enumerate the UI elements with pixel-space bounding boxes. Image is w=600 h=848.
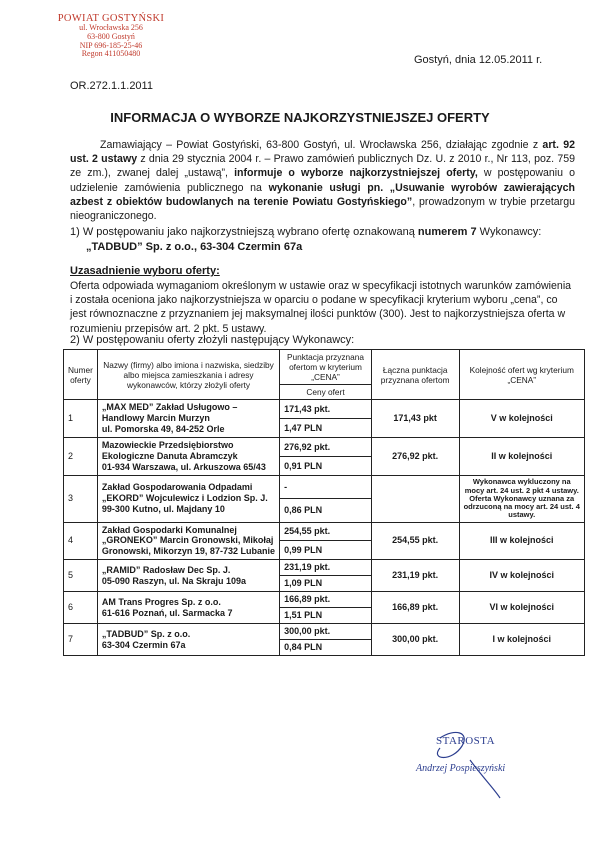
- signature-title: STAROSTA: [436, 735, 496, 747]
- stamp-name: POWIAT GOSTYŃSKI: [57, 13, 165, 24]
- contractor-line: Zakład Gospodarowania Odpadami: [101, 482, 253, 493]
- cell-points: 171,43 pkt.: [280, 400, 372, 419]
- point-1-text: 1) W postępowaniu jako najkorzystniejszą wybrano ofertę oznakowaną: [70, 226, 418, 238]
- cell-num: 1: [64, 400, 98, 438]
- intro-text-4: , prowadzonym w trybie przetargu nieograniczonego.: [70, 195, 575, 222]
- cell-total: [371, 476, 459, 522]
- cell-price: 1,09 PLN: [280, 576, 372, 592]
- cell-contractor: [97, 438, 279, 476]
- cell-total: 171,43 pkt: [371, 400, 459, 438]
- issuer-stamp: [52, 13, 170, 59]
- contractor-line: 63-304 Czermin 67a: [101, 639, 186, 650]
- cell-price: 0,91 PLN: [280, 457, 372, 476]
- cell-contractor: [97, 624, 279, 656]
- place-date: Gostyń, dnia 12.05.2011 r.: [414, 54, 543, 66]
- intro-paragraph: [70, 138, 575, 223]
- contractor-line: 01-934 Warszawa, ul. Arkuszowa 65/43: [101, 462, 266, 473]
- table-header-row: [64, 350, 585, 385]
- header-price: Ceny ofert: [280, 385, 372, 400]
- contractor-line: 05-090 Raszyn, ul. Na Skraju 109a: [101, 575, 246, 586]
- cell-total: 300,00 pkt.: [371, 624, 459, 656]
- cell-contractor: [97, 592, 279, 624]
- contractor-line: ul. Pomorska 49, 84-252 Orle: [101, 424, 225, 435]
- cell-rank: IV w kolejności: [459, 560, 585, 592]
- justification-heading: Uzasadnienie wyboru oferty:: [70, 265, 220, 277]
- contractor-line: 99-300 Kutno, ul. Majdany 10: [101, 504, 225, 515]
- cell-points: 254,55 pkt.: [280, 522, 372, 541]
- signature-scribble: [400, 720, 520, 800]
- stamp-nip: NIP 696-185-25-46: [79, 40, 143, 50]
- table-row: [64, 624, 585, 640]
- header-points-criterion: Punktacja przyznana ofertom w kryterium „CENA”: [280, 350, 372, 385]
- intro-bold-3: wykonanie usługi pn. „Usuwanie wyrobów zawierających azbest z obiektów budowlanych na terenie Powiatu Gostyńskiego”: [70, 181, 576, 208]
- header-rank: Kolejność ofert wg kryterium „CENA”: [459, 350, 585, 400]
- cell-num: 4: [64, 522, 98, 560]
- stamp-regon: Regon 411050480: [81, 49, 141, 59]
- header-num: Numer oferty: [64, 350, 98, 400]
- contractor-line: „RAMID” Radosław Dec Sp. J.: [101, 564, 231, 575]
- point-1-bold: numerem 7: [417, 226, 477, 238]
- table-row: [64, 476, 585, 499]
- intro-text-3: w postępowaniu o udzielenie zamówienia publicznego na: [70, 167, 575, 194]
- cell-points: 276,92 pkt.: [280, 438, 372, 457]
- cell-points: 231,19 pkt.: [280, 560, 372, 576]
- cell-num: 6: [64, 592, 98, 624]
- cell-contractor: [97, 400, 279, 438]
- table-row: [64, 522, 585, 541]
- intro-text-2: z dnia 29 stycznia 2004 r. – Prawo zamówień publicznych Dz. U. z 2010 r., Nr 113, poz. 759 ze zm.), zwanej dalej „ustawą”,: [70, 153, 575, 180]
- stamp-city: 63-800 Gostyń: [87, 31, 135, 41]
- table-row: [64, 400, 585, 419]
- contractor-line: „GRONEKO” Marcin Gronowski, Mikołaj: [101, 535, 274, 546]
- cell-num: 3: [64, 476, 98, 522]
- table-row: [64, 560, 585, 576]
- document-title: INFORMACJA O WYBORZE NAJKORZYSTNIEJSZEJ OFERTY: [110, 110, 490, 125]
- cell-price: 1,51 PLN: [280, 608, 372, 624]
- contractor-line: Ekologiczne Danuta Abramczyk: [101, 451, 238, 462]
- justification-text: Oferta odpowiada wymaganiom określonym w ustawie oraz w specyfikacji istotnych warunków zamówienia i została oceniona jako najkorzystniejsza w oparciu o podane w specyfikacji kryterium wyboru „cena”, co jest równoznaczne z przyznaniem jej maksymalnej ilości punktów (300). Jest to najkorzystniejsza oferta w rozumieniu przepisów art. 2 pkt. 5 ustawy.: [70, 280, 572, 335]
- header-total: Łączna punktacja przyznana ofertom: [371, 350, 459, 400]
- contractor-line: Zakład Gospodarki Komunalnej: [101, 524, 237, 535]
- contractor-line: Mazowieckie Przedsiębiorstwo: [101, 440, 234, 451]
- reference-number: OR.272.1.1.2011: [70, 80, 153, 92]
- stamp-street: ul. Wrocławska 256: [79, 23, 143, 33]
- cell-rank: VI w kolejności: [459, 592, 585, 624]
- cell-points: -: [280, 476, 372, 499]
- intro-bold-1: art. 92 ust. 2 ustawy: [70, 139, 575, 166]
- cell-total: 276,92 pkt.: [371, 438, 459, 476]
- cell-total: 166,89 pkt.: [371, 592, 459, 624]
- signature-name: Andrzej Pospieszyński: [416, 763, 506, 774]
- cell-rank: II w kolejności: [459, 438, 585, 476]
- cell-contractor: [97, 522, 279, 560]
- contractor-line: AM Trans Progres Sp. z o.o.: [101, 596, 221, 607]
- cell-points: 300,00 pkt.: [280, 624, 372, 640]
- cell-price: 1,47 PLN: [280, 419, 372, 438]
- contractor-line: 61-616 Poznań, ul. Sarmacka 7: [101, 607, 233, 618]
- table-row: [64, 592, 585, 608]
- contractor-line: Gronowski, Mikorzyn 19, 87-732 Lubanie: [101, 546, 275, 557]
- header-name: Nazwy (firmy) albo imiona i nazwiska, siedziby albo miejsca zamieszkania i adresy wykonawców, którzy złożyli oferty: [97, 350, 279, 400]
- cell-points: 166,89 pkt.: [280, 592, 372, 608]
- table-row: [64, 438, 585, 457]
- winner-name: „TADBUD” Sp. z o.o., 63-304 Czermin 67a: [86, 240, 303, 253]
- contractor-line: „MAX MED” Zakład Usługowo –: [101, 402, 238, 413]
- cell-price: 0,84 PLN: [280, 640, 372, 656]
- cell-total: 231,19 pkt.: [371, 560, 459, 592]
- cell-price: 0,99 PLN: [280, 541, 372, 560]
- cell-total: 254,55 pkt.: [371, 522, 459, 560]
- offers-table: [63, 349, 585, 656]
- cell-contractor: [97, 560, 279, 592]
- intro-text-1: Zamawiający – Powiat Gostyński, 63-800 Gostyń, ul. Wrocławska 256, działając zgodnie z: [100, 139, 543, 151]
- cell-num: 2: [64, 438, 98, 476]
- point-2: 2) W postępowaniu oferty złożyli następujący Wykonawcy:: [70, 334, 355, 346]
- cell-contractor: [97, 476, 279, 522]
- cell-rank: I w kolejności: [459, 624, 585, 656]
- contractor-line: „EKORD” Wojculewicz i Lodzion Sp. J.: [101, 493, 268, 504]
- point-1-text-2: Wykonawcy:: [476, 226, 542, 238]
- cell-rank: Wykonawca wykluczony na mocy art. 24 ust. 2 pkt 4 ustawy. Oferta Wykonawcy uznana za odrzuconą na mocy art. 24 ust. 4 ustawy.: [459, 476, 585, 522]
- contractor-line: „TADBUD” Sp. z o.o.: [101, 628, 191, 639]
- intro-bold-2: informuje o wyborze najkorzystniejszej oferty,: [234, 167, 478, 180]
- cell-price: 0,86 PLN: [280, 499, 372, 522]
- cell-num: 5: [64, 560, 98, 592]
- cell-rank: V w kolejności: [459, 400, 585, 438]
- point-1: [70, 225, 580, 255]
- cell-num: 7: [64, 624, 98, 656]
- contractor-line: Handlowy Marcin Murzyn: [101, 413, 210, 424]
- cell-rank: III w kolejności: [459, 522, 585, 560]
